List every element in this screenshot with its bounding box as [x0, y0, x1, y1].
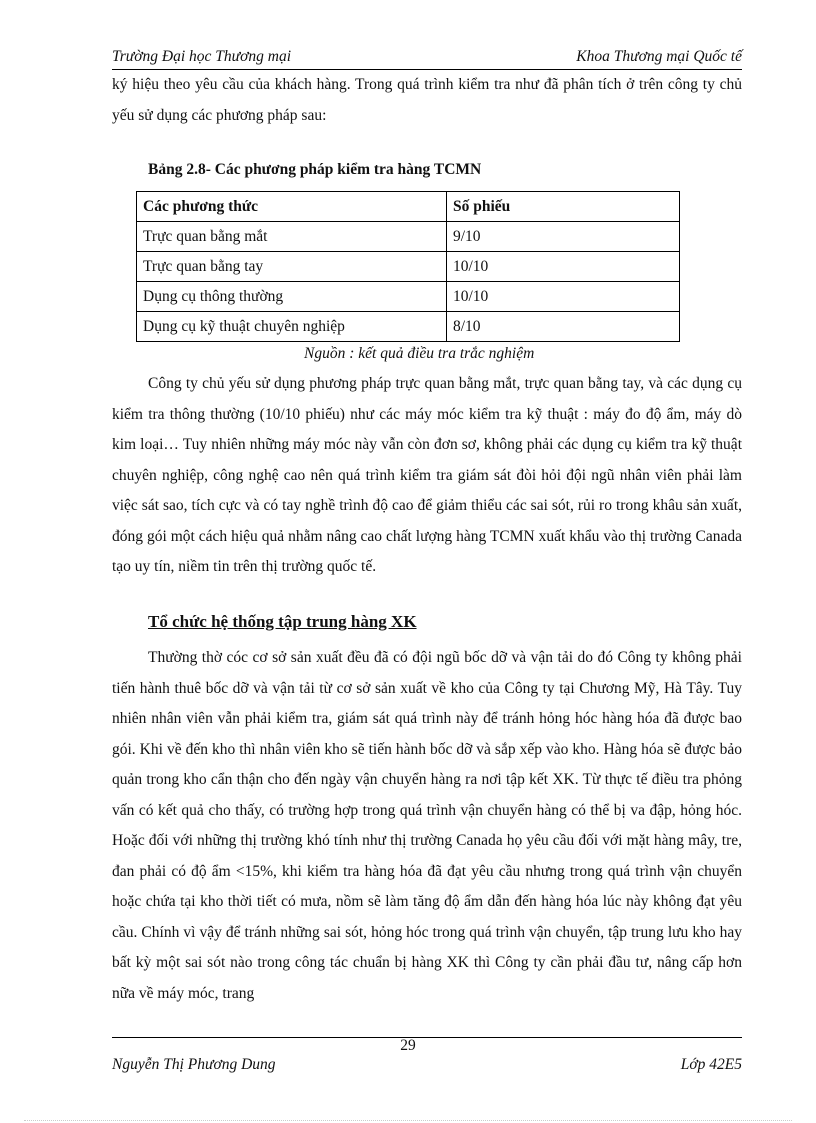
table-row [137, 252, 680, 282]
header-university: Trường Đại học Thương mại [112, 48, 291, 65]
table-source: Nguồn : kết quả điều tra trắc nghiệm [304, 345, 535, 362]
footer-class: Lớp 42E5 [680, 1056, 742, 1073]
votes-cell: 8/10 [447, 312, 680, 342]
column-header-method: Các phương thức [137, 192, 447, 222]
intro-paragraph: ký hiệu theo yêu cầu của khách hàng. Trong quá trình kiểm tra như đã phân tích ở trên công ty chủ yếu sử dụng các phương pháp sau: [112, 76, 742, 124]
body-paragraph-2: Thường thờ cóc cơ sở sản xuất đều đã có đội ngũ bốc dỡ và vận tải do đó Công ty không phải tiến hành thuê bốc dỡ và vận tải từ cơ sở sản xuất về kho của Công ty tại Chương Mỹ, Hà Tây. Tuy nhiên nhân viên vẫn phải kiểm tra, giám sát quá trình này để tránh hỏng hóc hàng hóa đã được bao gói. Khi về đến kho thì nhân viên kho sẽ tiến hành bốc dỡ và sắp xếp vào kho. Hàng hóa sẽ được bảo quản trong kho cẩn thận cho đến ngày vận chuyển hàng ra nơi tập kết XK. Từ thực tế điều tra phỏng vấn có kết quả cho thấy, có trường hợp trong quá trình vận chuyển hàng có thể bị va đập, hỏng hóc. Hoặc đối với những thị trường khó tính như thị trường Canada họ yêu cầu đối với mặt hàng mây, tre, đan phải có độ ẩm <15%, khi kiểm tra hàng hóa đã đạt yêu cầu nhưng trong quá trình vận chuyển hoặc chứa tại kho thời tiết có mưa, nồm sẽ làm tăng độ ẩm dẫn đến hàng hóa lúc này không đạt yêu cầu. Chính vì vậy để tránh những sai sót, hỏng hóc trong quá trình vận chuyển, tập trung lưu kho hay bất kỳ một sai sót nào trong công tác chuẩn bị hàng XK thì Công ty cần phải đầu tư, nâng cấp hơn nữa về máy móc, trang [112, 649, 742, 1002]
method-cell: Dụng cụ thông thường [137, 282, 447, 312]
table-row [137, 222, 680, 252]
votes-cell: 10/10 [447, 252, 680, 282]
method-cell: Dụng cụ kỹ thuật chuyên nghiệp [137, 312, 447, 342]
table-row [137, 312, 680, 342]
table-row [137, 282, 680, 312]
footer-author: Nguyễn Thị Phương Dung [112, 1056, 276, 1073]
page-number: 29 [400, 1037, 416, 1054]
page-edge [24, 1120, 792, 1121]
methods-table [136, 191, 680, 342]
body-paragraph-1: Công ty chủ yếu sử dụng phương pháp trực quan bằng mắt, trực quan bằng tay, và các dụng cụ kiểm tra thông thường (10/10 phiếu) như các máy móc kiểm tra kỹ thuật : máy đo độ ẩm, máy dò kim loại… Tuy nhiên những máy móc này vẫn còn đơn sơ, không phải các dụng cụ kiểm tra kỹ thuật chuyên nghiệp, công nghệ cao nên quá trình kiểm tra giám sát đòi hỏi đội ngũ nhân viên phải làm việc sát sao, tích cực và có tay nghề trình độ cao để giảm thiểu các sai sót, rủi ro trong khâu sản xuất, đóng gói một cách hiệu quả nhằm nâng cao chất lượng hàng TCMN xuất khẩu vào thị trường Canada tạo uy tín, niềm tin trên thị trường quốc tế. [112, 375, 742, 575]
page-footer [112, 1056, 742, 1074]
header-faculty: Khoa Thương mại Quốc tế [576, 48, 742, 65]
votes-cell: 10/10 [447, 282, 680, 312]
page-header [112, 48, 742, 66]
column-header-votes: Số phiếu [447, 192, 680, 222]
method-cell: Trực quan bằng tay [137, 252, 447, 282]
votes-cell: 9/10 [447, 222, 680, 252]
table-caption: Bảng 2.8- Các phương pháp kiểm tra hàng TCMN [148, 161, 482, 178]
table-header-row [137, 192, 680, 222]
method-cell: Trực quan bằng mắt [137, 222, 447, 252]
section-heading: Tổ chức hệ thống tập trung hàng XK [148, 612, 417, 631]
